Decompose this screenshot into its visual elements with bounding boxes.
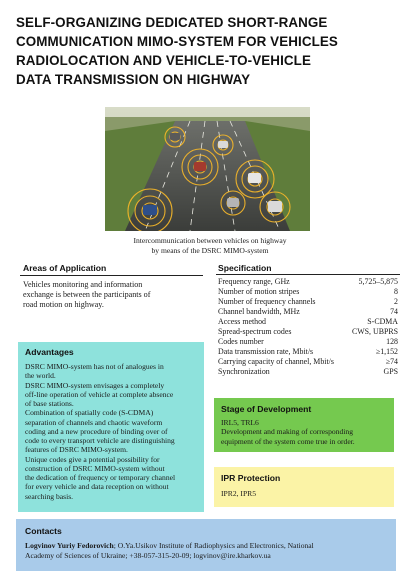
contact-line bbox=[25, 541, 314, 551]
contact-name: Logvinov Yuriy Fedorovich bbox=[25, 541, 114, 550]
spec-value: S-CDMA bbox=[367, 316, 398, 326]
spec-label: Frequency range, GHz bbox=[218, 277, 290, 286]
text-line: IPR2, IPR5 bbox=[221, 489, 257, 498]
text-line: equipment of the system come true in order. bbox=[221, 436, 355, 446]
text-line: the dedication of frequency or temporary channel bbox=[25, 473, 176, 482]
text-line: of base stations. bbox=[25, 399, 74, 408]
spec-row bbox=[218, 307, 398, 317]
spec-row bbox=[218, 317, 398, 327]
spec-label: Number of motion stripes bbox=[218, 286, 300, 296]
spec-label: Codes number bbox=[218, 336, 264, 346]
text-line: Development and making of corresponding bbox=[221, 427, 354, 437]
spec-row bbox=[218, 297, 398, 307]
spec-value: CWS, UBPRS bbox=[351, 326, 398, 336]
spec-row bbox=[218, 277, 398, 287]
text-line: for every vehicle and data reception on without bbox=[25, 482, 169, 492]
contacts-panel bbox=[16, 519, 396, 571]
spec-value: 128 bbox=[386, 336, 398, 346]
ipr-panel bbox=[214, 467, 394, 507]
divider bbox=[216, 274, 400, 275]
illustration-caption bbox=[60, 236, 360, 255]
spec-row bbox=[218, 337, 398, 347]
stage-panel bbox=[214, 398, 394, 452]
text-line: the world. bbox=[25, 371, 56, 381]
caption-line: by means of the DSRC MIMO-system bbox=[151, 245, 269, 255]
caption-line: Intercommunication between vehicles on highway bbox=[133, 236, 287, 245]
specification-list bbox=[218, 277, 398, 377]
spec-label: Access method bbox=[218, 316, 266, 326]
specification-heading: Specification bbox=[218, 263, 272, 273]
spec-label: Carrying capacity of channel, Mbit/s bbox=[218, 356, 334, 366]
text-line: off-line operation of vehicle at complete absence bbox=[25, 389, 174, 399]
text-line: code to every transport vehicle are distinguishing bbox=[25, 436, 175, 445]
spec-label: Spread-spectrum codes bbox=[218, 326, 292, 336]
text-line: Vehicles monitoring and information bbox=[23, 280, 143, 289]
stage-heading: Stage of Development bbox=[221, 404, 312, 414]
spec-label: Number of frequency channels bbox=[218, 296, 316, 306]
title-line: RADIOLOCATION AND VEHICLE-TO-VEHICLE bbox=[16, 53, 311, 68]
text-line: searching basis. bbox=[25, 491, 74, 501]
spec-value: GPS bbox=[383, 366, 398, 376]
ipr-text bbox=[221, 489, 256, 498]
text-line: construction of DSRC MIMO-system without bbox=[25, 463, 165, 473]
text-line: features of DSRC MIMO-system. bbox=[25, 445, 128, 455]
stage-text bbox=[221, 418, 355, 446]
contacts-text bbox=[25, 541, 314, 561]
text-line: IRL5, TRL6 bbox=[221, 418, 259, 427]
areas-heading: Areas of Application bbox=[23, 263, 107, 273]
spec-row bbox=[218, 367, 398, 377]
spec-value: 2 bbox=[394, 296, 398, 306]
spec-value: ≥74 bbox=[385, 356, 398, 366]
text-line: DSRC MIMO-system has not of analogues in bbox=[25, 362, 164, 371]
spec-label: Channel bandwidth, MHz bbox=[218, 306, 300, 316]
spec-value: 74 bbox=[390, 306, 398, 316]
advantages-panel bbox=[18, 342, 204, 512]
spec-row bbox=[218, 347, 398, 357]
text-line: separation of channels and chaotic waveform bbox=[25, 417, 163, 427]
spec-row bbox=[218, 357, 398, 367]
spec-value: 8 bbox=[394, 286, 398, 296]
text-line: coding and a new procedure of binding over of bbox=[25, 426, 168, 436]
text-line: road motion on highway. bbox=[23, 300, 104, 309]
contact-affiliation: ; O.Ya.Usikov Institute of Radiophysics and Electronics, National bbox=[113, 541, 314, 550]
divider bbox=[20, 275, 203, 276]
spec-row bbox=[218, 287, 398, 297]
spec-label: Data transmission rate, Mbit/s bbox=[218, 346, 314, 356]
contacts-heading: Contacts bbox=[25, 526, 62, 536]
areas-text bbox=[23, 280, 150, 310]
spec-value: ≥1,152 bbox=[375, 346, 398, 356]
text-line: DSRC MIMO-system envisages a completely bbox=[25, 380, 165, 390]
spec-value: 5,725–5,875 bbox=[358, 277, 398, 286]
contact-line: Academy of Sciences of Ukraine; +38-057-315-20-09; logvinov@ire.kharkov.ua bbox=[25, 551, 271, 560]
title-line: SELF-ORGANIZING DEDICATED SHORT-RANGE bbox=[16, 15, 328, 30]
title-line: COMMUNICATION MIMO-SYSTEM FOR VEHICLES bbox=[16, 34, 338, 49]
text-line: exchange is between the participants of bbox=[23, 290, 151, 299]
advantages-heading: Advantages bbox=[25, 347, 74, 357]
highway-illustration bbox=[105, 107, 310, 231]
advantages-text bbox=[25, 362, 175, 501]
ipr-heading: IPR Protection bbox=[221, 473, 281, 483]
text-line: Combination of spatially code (S-CDMA) bbox=[25, 408, 154, 418]
title-line: DATA TRANSMISSION ON HIGHWAY bbox=[16, 72, 251, 87]
text-line: Unique codes give a potential possibility for bbox=[25, 454, 160, 464]
poster-title bbox=[16, 13, 404, 89]
spec-row bbox=[218, 327, 398, 337]
spec-label: Synchronization bbox=[218, 366, 270, 376]
